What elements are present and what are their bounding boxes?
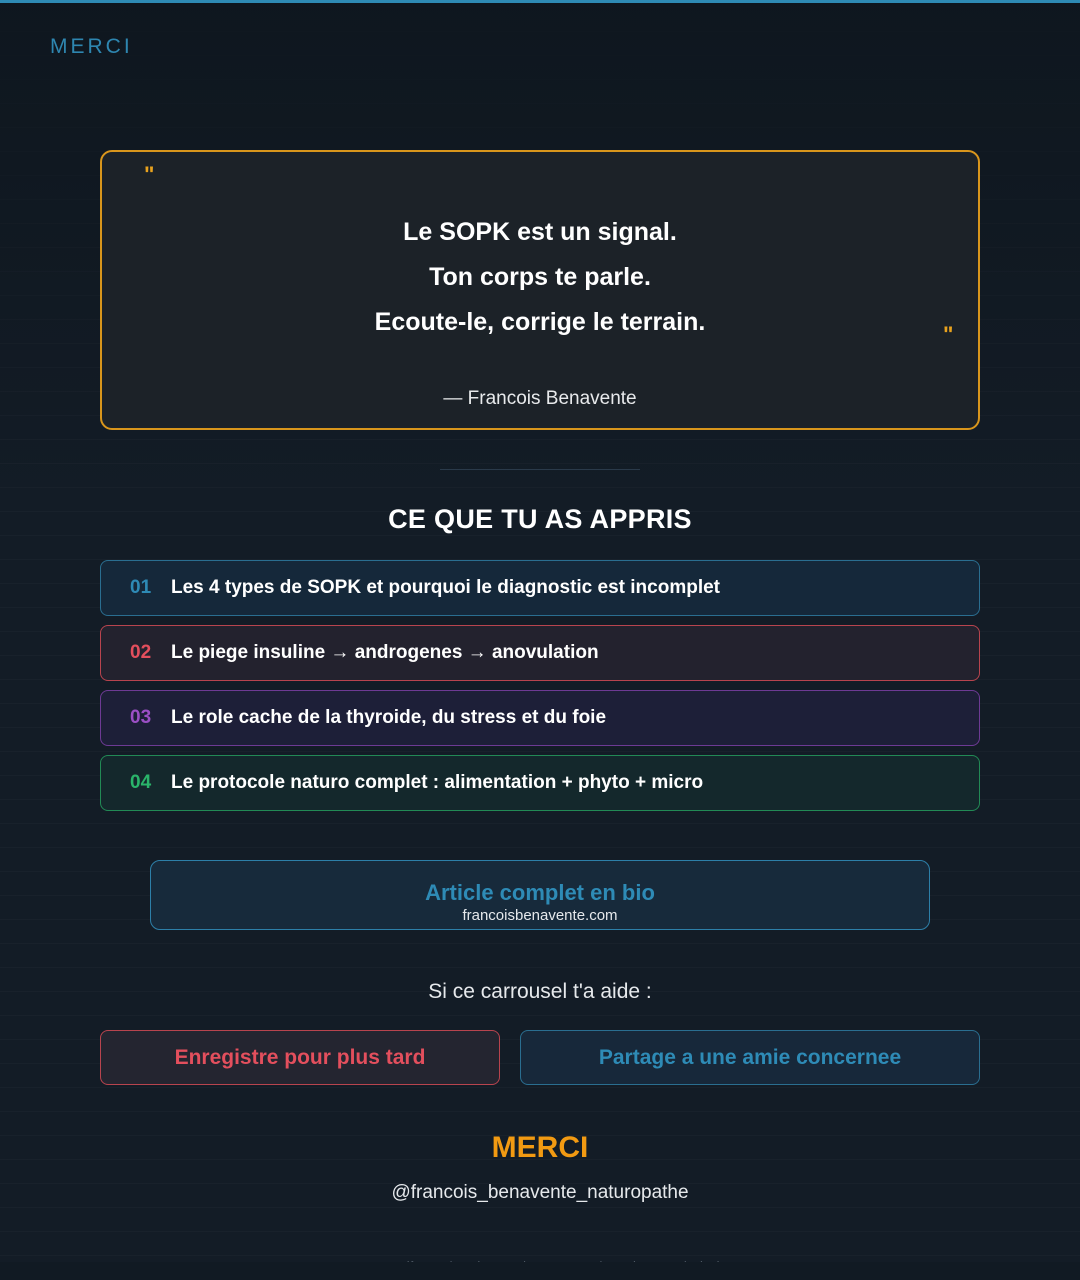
learned-item-text: Le protocole naturo complet : alimentation + phyto + micro xyxy=(171,772,704,793)
learned-item xyxy=(100,755,980,811)
quote-line: Ecoute-le, corrige le terrain. xyxy=(374,308,706,336)
quote-text xyxy=(102,210,978,345)
article-title: Article complet en bio xyxy=(425,880,655,905)
share-button[interactable]: Partage a une amie concernee xyxy=(520,1030,980,1085)
learned-item-number: 01 xyxy=(130,577,152,598)
learned-item-text: Le piege insuline → androgenes → anovulation xyxy=(171,642,599,663)
learned-item-number: 03 xyxy=(130,707,152,728)
learned-item xyxy=(100,625,980,681)
learned-item-text: Le role cache de la thyroide, du stress et du foie xyxy=(171,707,607,728)
section-title: CE QUE TU AS APPRIS xyxy=(388,504,692,534)
bottom-band xyxy=(0,1262,1080,1280)
learned-item xyxy=(100,690,980,746)
open-quote-icon: " xyxy=(144,162,155,187)
article-url: francoisbenavente.com xyxy=(462,907,618,924)
brand-label: MERCI xyxy=(50,35,133,58)
close-quote-icon: " xyxy=(943,322,954,347)
learned-item-number: 02 xyxy=(130,642,152,663)
quote-author: — Francois Benavente xyxy=(443,388,637,409)
quote-line: Le SOPK est un signal. xyxy=(403,218,677,246)
merci-heading: MERCI xyxy=(491,1131,589,1164)
quote-card xyxy=(100,150,980,430)
learned-item-number: 04 xyxy=(130,772,152,793)
quote-line: Ton corps te parle. xyxy=(429,263,651,291)
article-link-button[interactable] xyxy=(150,860,930,930)
learned-item xyxy=(100,560,980,616)
help-prompt: Si ce carrousel t'a aide : xyxy=(428,980,652,1003)
top-accent-bar xyxy=(0,0,1080,3)
author-handle: @francois_benavente_naturopathe xyxy=(391,1182,689,1203)
learned-item-text: Les 4 types de SOPK et pourquoi le diagnostic est incomplet xyxy=(171,577,720,598)
section-divider xyxy=(440,469,640,470)
save-button[interactable]: Enregistre pour plus tard xyxy=(100,1030,500,1085)
